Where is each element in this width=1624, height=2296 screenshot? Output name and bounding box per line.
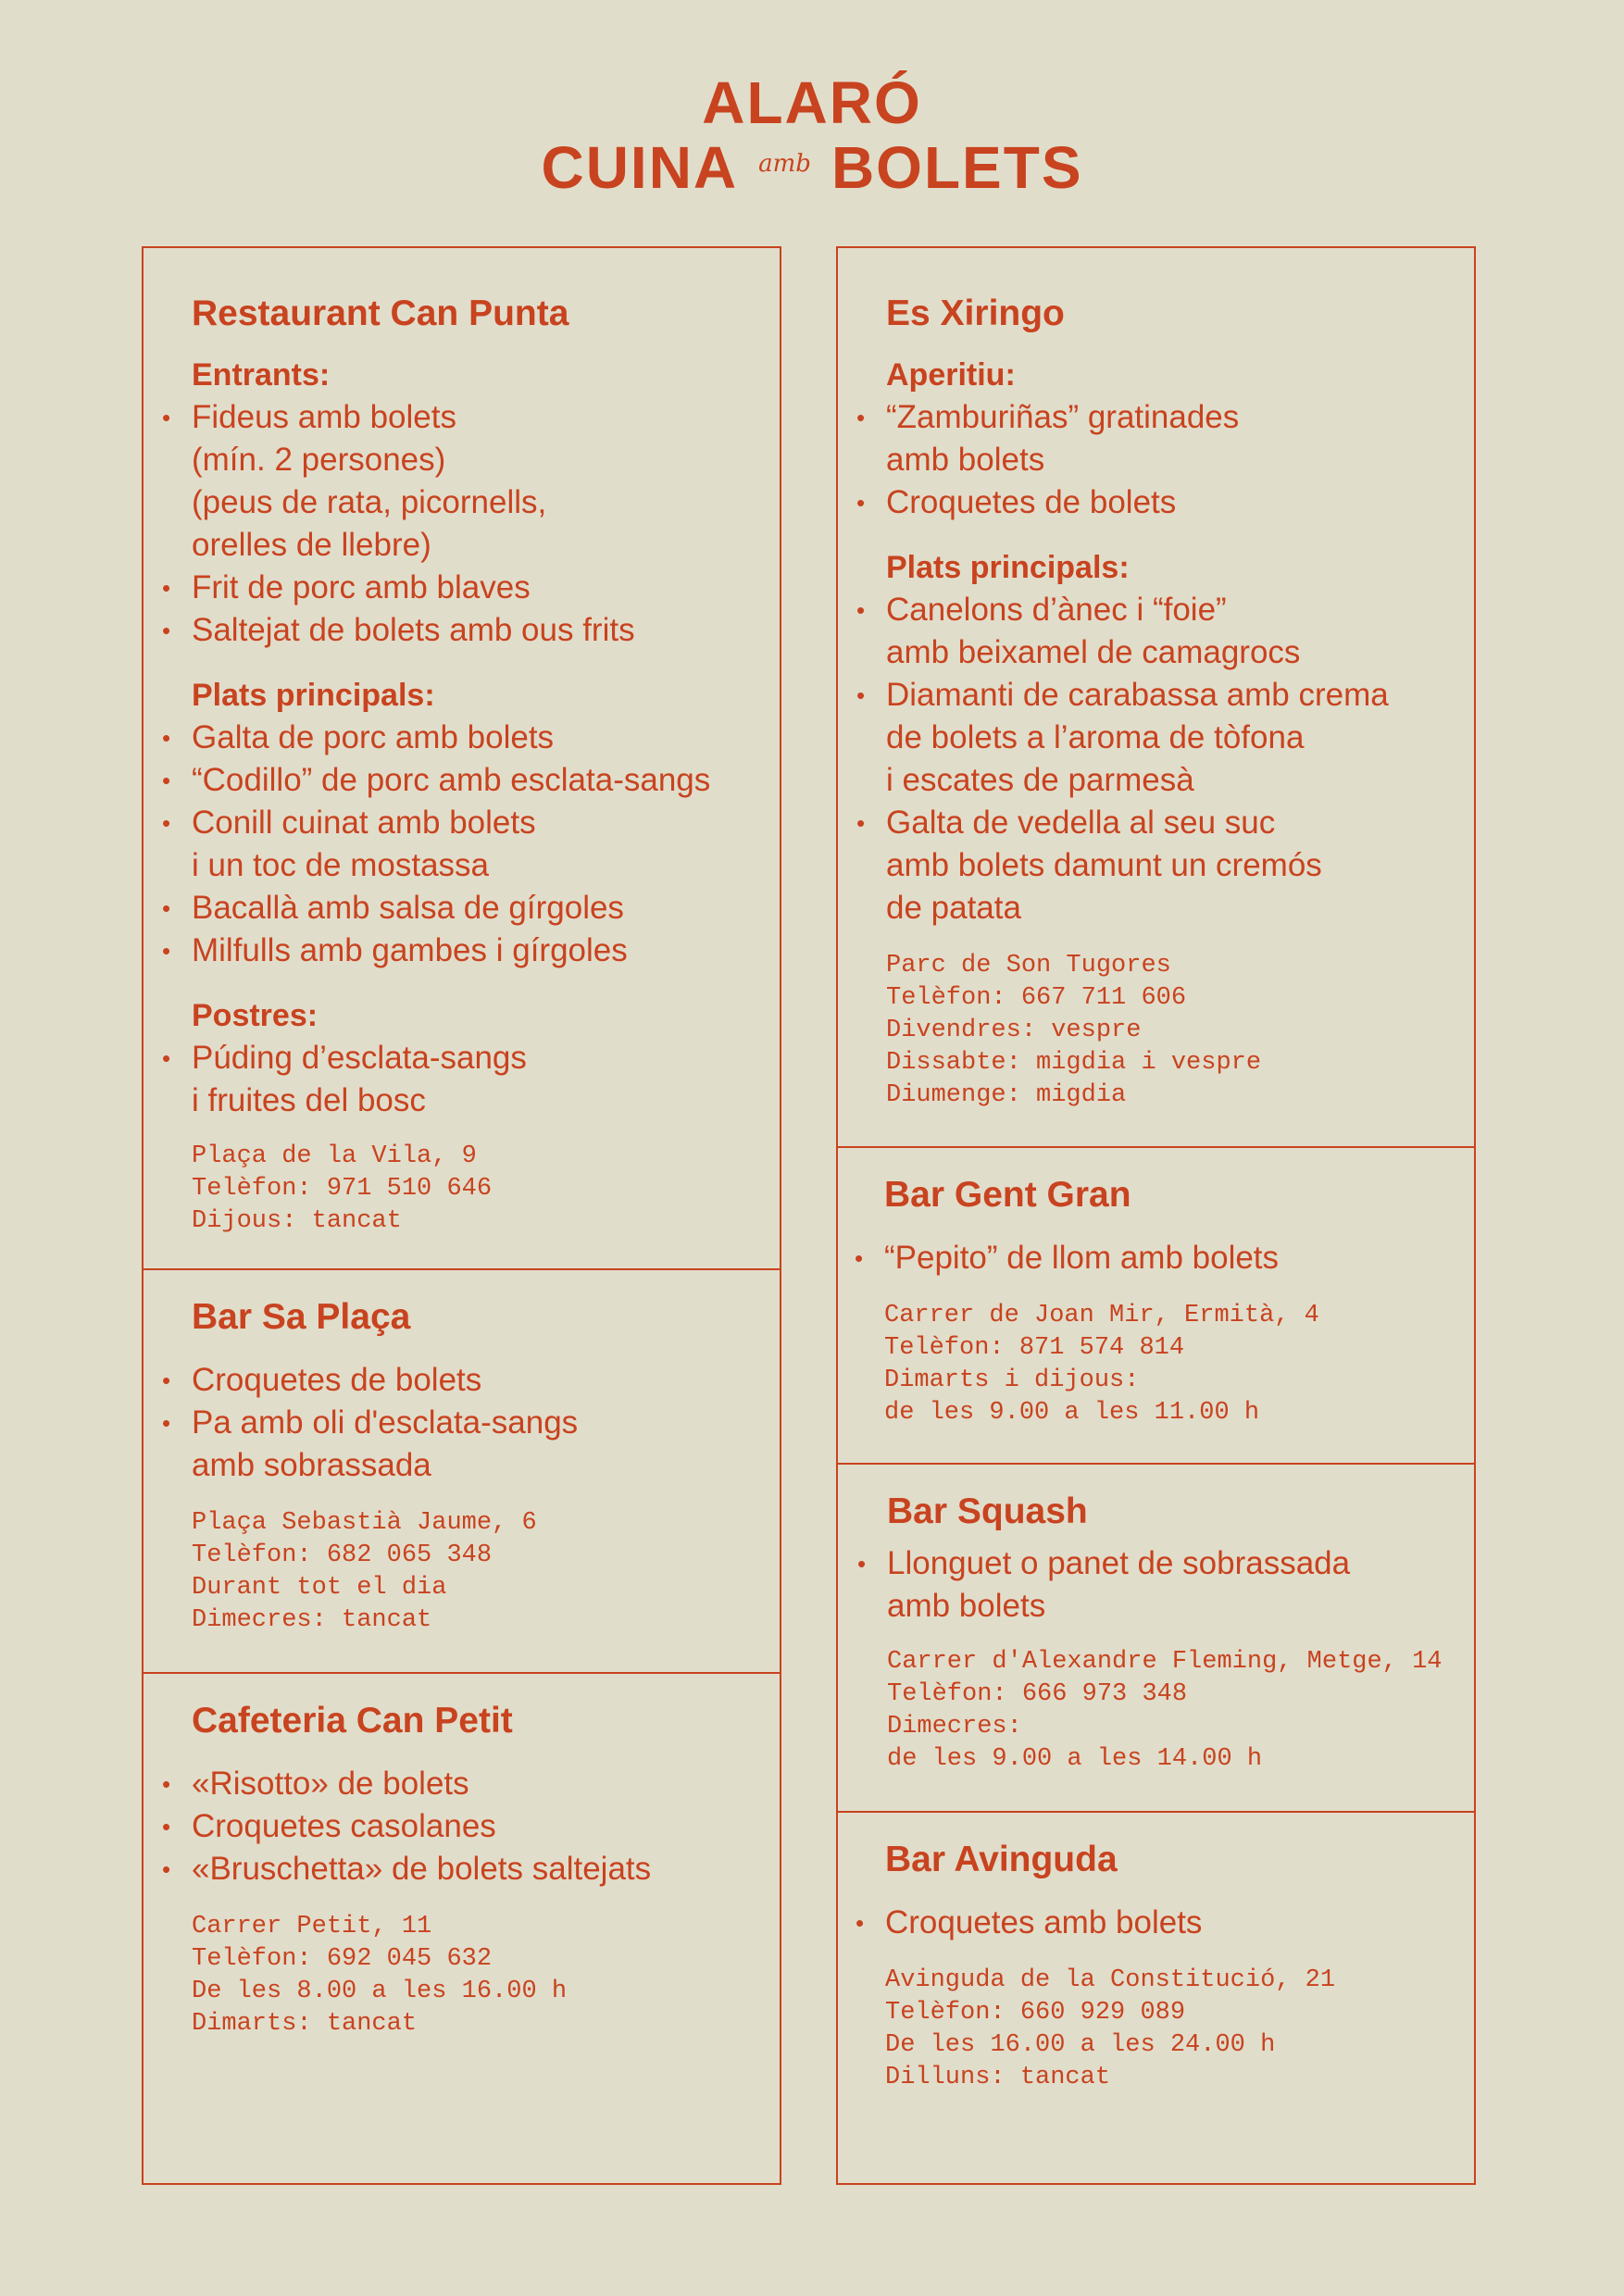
dish-item (885, 1902, 1465, 1944)
dish-item (192, 567, 770, 609)
restaurant-name: Bar Avinguda (885, 1840, 1118, 1879)
dish-list (192, 1037, 770, 1122)
info-line: Telèfon: 667 711 606 (886, 984, 1187, 1012)
info-line: de les 9.00 a les 14.00 h (887, 1745, 1263, 1773)
bar-squash (838, 1463, 1474, 1811)
info-line: Telèfon: 660 929 089 (885, 1999, 1186, 2027)
dish-line: amb beixamel de camagrocs (886, 634, 1301, 670)
info-line: Diumenge: migdia (886, 1081, 1127, 1109)
dish-item (192, 396, 770, 567)
dish-item (887, 1542, 1465, 1628)
dish-item (192, 717, 770, 759)
dish-list (886, 396, 1465, 524)
dish-line: • Galta de porc amb bolets (192, 719, 555, 755)
info-line: Dimecres: (887, 1713, 1022, 1741)
dish-line: (mín. 2 persones) (192, 442, 446, 478)
dish-item (192, 759, 770, 802)
dish-line: de patata (886, 890, 1021, 926)
category-plats-principals: Plats principals: (886, 550, 1130, 585)
restaurant-name: Bar Squash (887, 1491, 1088, 1531)
category-aperitiu: Aperitiu: (886, 357, 1016, 393)
info-line: De les 8.00 a les 16.00 h (192, 1978, 568, 2005)
dish-line: orelles de llebre) (192, 527, 431, 563)
restaurant-name: Bar Gent Gran (884, 1175, 1131, 1215)
dish-line: • Canelons d’ànec i “foie” (886, 592, 1227, 628)
info-line: Parc de Son Tugores (886, 952, 1171, 980)
dish-line: • Bacallà amb salsa de gírgoles (192, 890, 624, 926)
dish-line: (peus de rata, picornells, (192, 484, 547, 520)
dish-list (887, 1542, 1465, 1628)
dish-list (192, 396, 770, 652)
info-line: Durant tot el dia (192, 1574, 447, 1602)
info-line: Carrer de Joan Mir, Ermità, 4 (884, 1302, 1319, 1329)
dish-item (886, 396, 1465, 481)
restaurant-name: Restaurant Can Punta (192, 293, 569, 333)
info-line: de les 9.00 a les 11.00 h (884, 1399, 1260, 1427)
dish-line: • Saltejat de bolets amb ous frits (192, 612, 635, 648)
dish-item (192, 802, 770, 887)
dish-item (884, 1237, 1465, 1279)
title-town: ALARÓ (702, 69, 922, 136)
title-cuina: CUINA (541, 134, 739, 201)
dish-line: • Llonguet o panet de sobrassada (887, 1545, 1351, 1581)
info-line: Plaça de la Vila, 9 (192, 1142, 477, 1170)
dish-item (192, 1402, 770, 1487)
dish-line: • Croquetes de bolets (192, 1362, 482, 1398)
info-line: Dimecres: tancat (192, 1606, 432, 1634)
title-subtitle (0, 133, 1624, 201)
dish-line: i fruites del bosc (192, 1082, 426, 1118)
dish-line: • Púding d’esclata-sangs (192, 1040, 527, 1076)
bar-gent-gran (838, 1146, 1474, 1463)
dish-item (886, 674, 1465, 802)
page-header (0, 69, 1624, 201)
info-line: Dijous: tancat (192, 1207, 402, 1235)
contact-info (885, 1965, 1465, 2094)
right-column (836, 246, 1476, 2185)
info-line: Avinguda de la Constitució, 21 (885, 1966, 1336, 1994)
info-line: Telèfon: 971 510 646 (192, 1175, 493, 1203)
dish-item (886, 481, 1465, 524)
dish-list (192, 717, 770, 972)
info-line: Telèfon: 682 065 348 (192, 1541, 493, 1569)
dish-line: i escates de parmesà (886, 762, 1194, 798)
contact-info (192, 1911, 770, 2040)
dish-line: • «Risotto» de bolets (192, 1766, 469, 1802)
restaurant-name: Cafeteria Can Petit (192, 1701, 513, 1741)
bar-avinguda (838, 1811, 1474, 2183)
dish-line: • Pa amb oli d'esclata-sangs (192, 1404, 579, 1441)
dish-item (886, 802, 1465, 930)
info-line: Dimarts i dijous: (884, 1366, 1140, 1394)
dish-line: de bolets a l’aroma de tòfona (886, 719, 1305, 755)
dish-line: amb bolets (887, 1588, 1046, 1624)
dish-list (885, 1902, 1465, 1944)
dish-item (192, 1848, 770, 1890)
title-amb: amb (758, 150, 811, 178)
dish-line: • Milfulls amb gambes i gírgoles (192, 932, 628, 968)
dish-line: • “Pepito” de llom amb bolets (884, 1240, 1280, 1276)
dish-item (192, 887, 770, 930)
dish-line: • Fideus amb bolets (192, 399, 456, 435)
dish-line: • “Codillo” de porc amb esclata-sangs (192, 762, 711, 798)
dish-list (192, 1763, 770, 1890)
contact-info (887, 1646, 1465, 1776)
info-line: Carrer Petit, 11 (192, 1913, 432, 1940)
dish-line: • Frit de porc amb blaves (192, 569, 531, 605)
info-line: Dissabte: migdia i vespre (886, 1049, 1262, 1077)
cafeteria-can-petit (144, 1672, 780, 2183)
restaurant-name: Bar Sa Plaça (192, 1297, 411, 1337)
info-line: Telèfon: 692 045 632 (192, 1945, 493, 1973)
dish-item (192, 609, 770, 652)
dish-line: • Croquetes casolanes (192, 1808, 496, 1844)
dish-list (192, 1359, 770, 1487)
info-line: Telèfon: 666 973 348 (887, 1680, 1188, 1708)
restaurant-can-punta (144, 248, 780, 1268)
info-line: Carrer d'Alexandre Fleming, Metge, 14 (887, 1648, 1443, 1676)
info-line: Dimarts: tancat (192, 2010, 418, 2038)
info-line: Dilluns: tancat (885, 2064, 1111, 2091)
dish-line: i un toc de mostassa (192, 847, 489, 883)
dish-item (192, 1359, 770, 1402)
info-line: Divendres: vespre (886, 1017, 1142, 1044)
dish-list (884, 1237, 1465, 1279)
dish-line: amb bolets (886, 442, 1045, 478)
dish-item (192, 930, 770, 972)
contact-info (886, 950, 1465, 1112)
es-xiringo (838, 248, 1474, 1146)
title-bolets: BOLETS (831, 134, 1083, 201)
contact-info (884, 1300, 1465, 1429)
restaurant-name: Es Xiringo (886, 293, 1065, 333)
dish-line: amb bolets damunt un cremós (886, 847, 1322, 883)
category-postres: Postres: (192, 998, 319, 1033)
dish-line: amb sobrassada (192, 1447, 431, 1483)
dish-line: • «Bruschetta» de bolets saltejats (192, 1851, 652, 1887)
contact-info (192, 1141, 770, 1238)
dish-item (192, 1037, 770, 1122)
dish-list (886, 589, 1465, 930)
left-column (142, 246, 781, 2185)
category-entrants: Entrants: (192, 357, 331, 393)
bar-sa-placa (144, 1268, 780, 1672)
dish-line: • “Zamburiñas” gratinades (886, 399, 1240, 435)
dish-line: • Croquetes de bolets (886, 484, 1177, 520)
contact-info (192, 1507, 770, 1637)
dish-line: • Conill cuinat amb bolets (192, 805, 536, 841)
info-line: Plaça Sebastià Jaume, 6 (192, 1509, 537, 1537)
dish-line: • Diamanti de carabassa amb crema (886, 677, 1389, 713)
dish-line: • Croquetes amb bolets (885, 1904, 1203, 1940)
info-line: Telèfon: 871 574 814 (884, 1334, 1185, 1362)
dish-item (192, 1763, 770, 1805)
dish-item (192, 1805, 770, 1848)
dish-item (886, 589, 1465, 674)
category-plats-principals: Plats principals: (192, 678, 435, 713)
dish-line: • Galta de vedella al seu suc (886, 805, 1276, 841)
info-line: De les 16.00 a les 24.00 h (885, 2031, 1276, 2059)
